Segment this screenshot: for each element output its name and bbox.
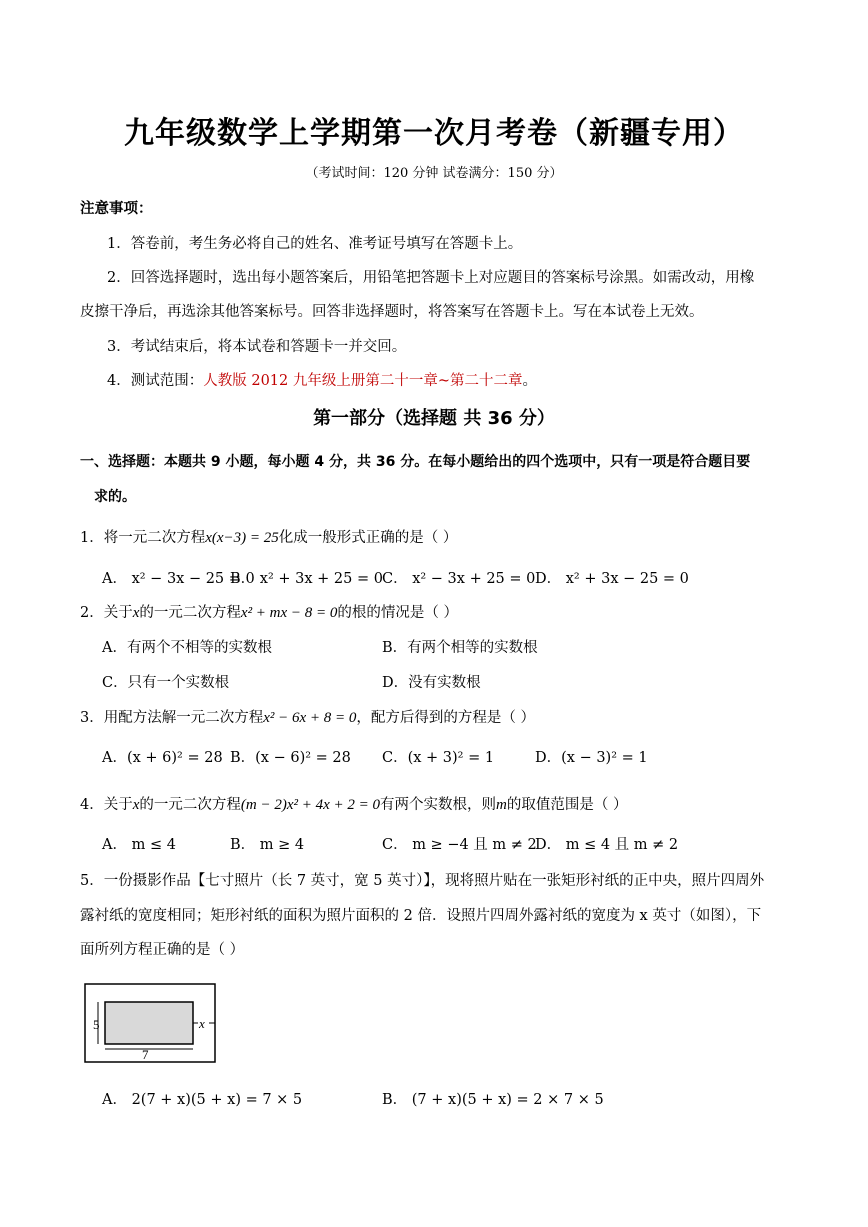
height-label: 5	[93, 1017, 100, 1032]
question-3-option-b: B．(x − 6)² = 28	[230, 750, 351, 766]
question-3	[80, 706, 535, 727]
question-3-option-c: C．(x + 3)² = 1	[382, 750, 495, 766]
exam-info: （考试时间：120 分钟 试卷满分：150 分）	[305, 166, 563, 181]
question-5-line1: 5．一份摄影作品【七寸照片（长 7 英寸，宽 5 英寸）】，现将照片贴在一张矩形衬纸的正中央，照片四周外	[80, 873, 765, 889]
question-5-option-a: A． 2(7 + x)(5 + x) = 7 × 5	[102, 1092, 303, 1108]
question-2-suffix: 的根的情况是（ ）	[337, 605, 459, 621]
question-4-suffix: 的取值范围是（ ）	[506, 797, 628, 813]
question-1-prefix: 1．将一元二次方程	[80, 530, 206, 546]
question-2-option-a: A．有两个不相等的实数根	[102, 640, 272, 656]
question-5-option-b: B． (7 + x)(5 + x) = 2 × 7 × 5	[382, 1092, 604, 1108]
question-5-line2: 露衬纸的宽度相同；矩形衬纸的面积为照片面积的 2 倍．设照片四周外露衬纸的宽度为 x 英寸（如图），下	[80, 908, 762, 924]
note-2-line2: 皮擦干净后，再选涂其他答案标号。回答非选择题时，将答案写在答题卡上。写在本试卷上无效。	[80, 304, 704, 320]
question-4-mid: 的一元二次方程	[139, 797, 241, 813]
question-2-prefix: 2．关于	[80, 605, 133, 621]
note-4	[107, 369, 537, 390]
question-2-option-d: D．没有实数根	[382, 675, 481, 691]
photo-figure	[84, 983, 216, 1063]
question-1-suffix: 化成一般形式正确的是（ ）	[278, 530, 458, 546]
question-4-equation: (m − 2)x² + 4x + 2 = 0	[240, 797, 381, 813]
question-2-var: x	[132, 605, 140, 621]
question-3-option-d: D．(x − 3)² = 1	[535, 750, 648, 766]
question-1	[80, 526, 457, 547]
question-3-option-a: A．(x + 6)² = 28	[102, 750, 223, 766]
note-2-line1: 2．回答选择题时，选出每小题答案后，用铅笔把答题卡上对应题目的答案标号涂黑。如需改动，用橡	[107, 270, 755, 286]
question-2-option-c: C．只有一个实数根	[102, 675, 230, 691]
question-3-suffix: ，配方后得到的方程是（ ）	[356, 710, 536, 726]
question-1-option-c: C． x² − 3x + 25 = 0	[382, 571, 536, 587]
question-4-prefix: 4．关于	[80, 797, 133, 813]
question-3-prefix: 3．用配方法解一元二次方程	[80, 710, 264, 726]
question-1-option-b: B． x² + 3x + 25 = 0	[230, 571, 383, 587]
question-4-option-c: C． m ≥ −4 且 m ≠ 2	[382, 837, 537, 853]
question-4-var: x	[132, 797, 140, 813]
note-3: 3．考试结束后，将本试卷和答题卡一并交回。	[107, 339, 407, 355]
note-1: 1．答卷前，考生务必将自己的姓名、准考证号填写在答题卡上。	[107, 236, 523, 252]
note-4-range: 人教版 2012 九年级上册第二十一章~第二十二章	[203, 373, 523, 389]
question-1-option-d: D． x² + 3x − 25 = 0	[535, 571, 689, 587]
section-instructions-line2: 求的。	[94, 489, 136, 505]
page-title: 九年级数学上学期第一次月考卷（新疆专用）	[124, 116, 744, 151]
notes-heading: 注意事项：	[80, 201, 153, 217]
question-4-var2: m	[496, 797, 507, 813]
section-instructions-line1: 一、选择题：本题共 9 小题，每小题 4 分，共 36 分。在每小题给出的四个选项中，只有一项是符合题目要	[80, 454, 751, 470]
part-heading: 第一部分（选择题 共 36 分）	[313, 408, 555, 429]
width-label: 7	[142, 1047, 149, 1062]
question-5-line3: 面所列方程正确的是（ ）	[80, 942, 245, 958]
note-4-suffix: 。	[522, 373, 538, 389]
question-4	[80, 793, 627, 814]
question-2-equation: x² + mx − 8 = 0	[240, 605, 338, 621]
question-2	[80, 601, 458, 622]
question-4-option-d: D． m ≤ 4 且 m ≠ 2	[535, 837, 679, 853]
margin-label: x	[199, 1016, 205, 1031]
question-2-mid: 的一元二次方程	[139, 605, 241, 621]
question-1-option-a: A． x² − 3x − 25 = 0	[102, 571, 255, 587]
question-2-option-b: B．有两个相等的实数根	[382, 640, 538, 656]
note-4-prefix: 4．测试范围：	[107, 373, 204, 389]
question-4-option-b: B． m ≥ 4	[230, 837, 305, 853]
question-3-equation: x² − 6x + 8 = 0	[263, 710, 357, 726]
photo-rect	[105, 1002, 193, 1044]
question-4-option-a: A． m ≤ 4	[102, 837, 176, 853]
question-1-equation: x(x−3) = 25	[205, 530, 279, 546]
question-4-mid2: 有两个实数根，则	[380, 797, 497, 813]
